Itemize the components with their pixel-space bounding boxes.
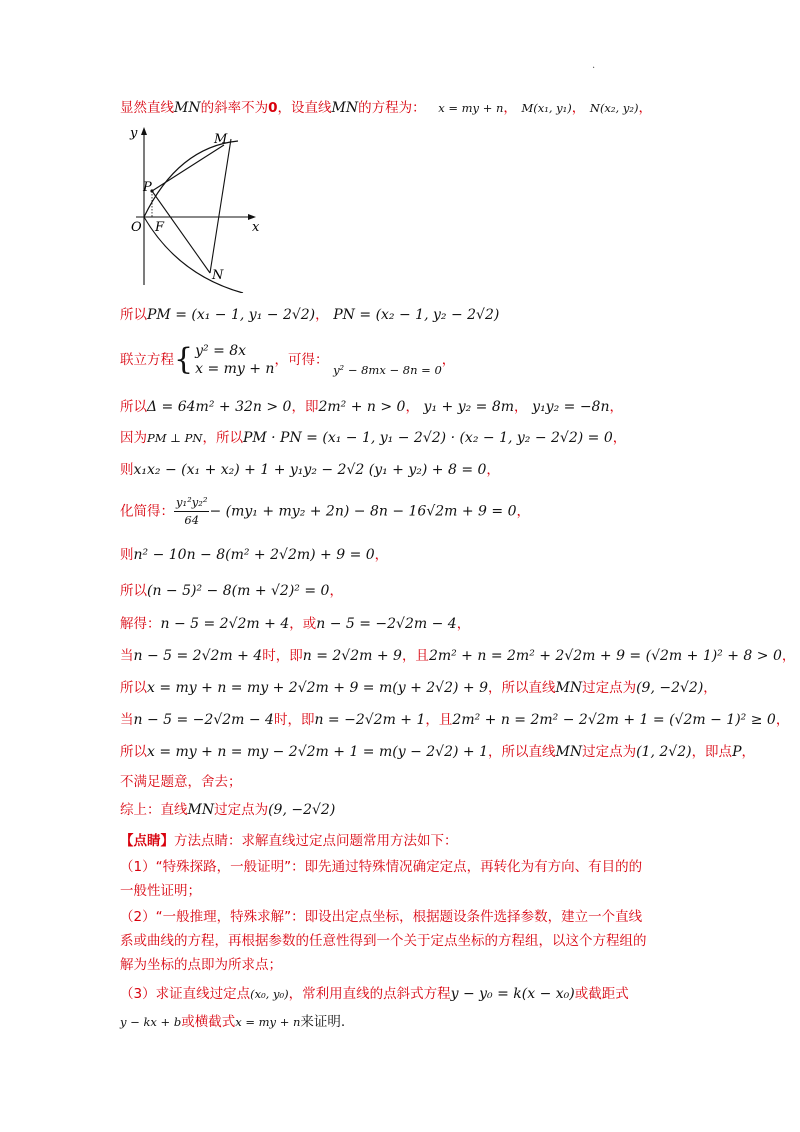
text: ， xyxy=(516,503,531,520)
line-then xyxy=(120,545,388,565)
math: n = −2√2m + 1 xyxy=(314,712,426,728)
point-m: M(x₁, y₁) xyxy=(521,101,572,115)
text: （1）“特殊探路，一般证明”：即先通过特殊情况确定定点，再转化为有方向、有目的的 xyxy=(120,859,643,875)
text: 解为坐标的点即为所求点； xyxy=(120,957,282,973)
math: PM ⊥ PN xyxy=(147,431,203,445)
text: 的方程为： xyxy=(358,100,426,116)
parabola-figure xyxy=(118,125,268,293)
point-n: N(x₂, y₂) xyxy=(589,101,639,115)
text: 来证明. xyxy=(300,1014,346,1030)
math: 2m² + n = 2m² + 2√2m + 9 = (√2m + 1)² + 8 > 0 xyxy=(428,648,782,664)
math: P xyxy=(732,744,742,760)
line-factor xyxy=(120,581,343,601)
math: (9, −2√2) xyxy=(636,680,704,696)
line-perpendicular xyxy=(120,428,626,448)
line-method-1-cont xyxy=(120,881,201,901)
line-expand xyxy=(120,460,500,480)
math: y₁ + y₂ = 8m xyxy=(423,399,515,415)
text: ，常利用直线的点斜式方程 xyxy=(288,986,451,1002)
line-discriminant xyxy=(120,397,623,417)
text: ，即 xyxy=(291,399,319,415)
line-case-2 xyxy=(120,710,789,730)
text: 系或曲线的方程，再根据参数的任意性得到一个关于定点坐标的方程组，以这个方程组的 xyxy=(120,933,647,949)
line-equation: x = my + n xyxy=(438,101,504,115)
text: 过定点为 xyxy=(582,744,637,760)
text: 所以 xyxy=(120,744,147,760)
math: x = my + n = my − 2√2m + 1 = m(y − 2√2) + 1 xyxy=(147,744,488,760)
text: 所以 xyxy=(120,583,147,599)
text: 或横截式 xyxy=(181,1014,236,1030)
tip-tag: 【点睛】 xyxy=(120,833,174,849)
math: MN xyxy=(555,680,583,696)
text: 或截距式 xyxy=(574,986,629,1002)
math: (1, 2√2) xyxy=(636,744,692,760)
text: 所以 xyxy=(120,399,147,415)
text: ，且 xyxy=(425,712,453,728)
math: MN xyxy=(555,744,583,760)
text: ， xyxy=(781,648,796,664)
line-method-2-cont xyxy=(120,931,647,951)
text: 化简得： xyxy=(120,503,174,520)
text: 时，即 xyxy=(262,648,303,664)
math: Δ = 64m² + 32n > 0 xyxy=(147,399,292,415)
label-n: N xyxy=(212,268,224,283)
math: 2m² + n = 2m² − 2√2m + 1 = (√2m − 1)² ≥ 0 xyxy=(452,712,776,728)
text: ，所以直线 xyxy=(488,680,556,696)
text: ，且 xyxy=(401,648,429,664)
text: ， xyxy=(456,616,471,632)
text: 则 xyxy=(120,462,134,478)
text: 的斜率不为 xyxy=(200,100,269,116)
math: MN xyxy=(187,802,215,818)
line-tip-heading xyxy=(120,831,458,851)
math: y − y₀ = k(x − x₀) xyxy=(450,986,575,1002)
numerator: y₁²y₂² xyxy=(174,494,209,512)
text: ， xyxy=(703,680,717,696)
line-method-2-end xyxy=(120,955,282,975)
text: 0 xyxy=(268,100,278,116)
math: PM = (x₁ − 1, y₁ − 2√2) xyxy=(147,307,316,323)
math: n − 5 = −2√2m − 4 xyxy=(133,712,274,728)
line-setup xyxy=(120,98,652,118)
label-m: M xyxy=(214,132,228,147)
text: （2）“一般推理，特殊求解”：即设出定点坐标，根据题设条件选择参数，建立一个直线 xyxy=(120,909,643,925)
segment-pm xyxy=(152,145,224,191)
math: (9, −2√2) xyxy=(268,802,336,818)
text: ， xyxy=(612,430,627,446)
text: ， xyxy=(329,583,343,599)
text: ，或 xyxy=(289,616,317,632)
text: ，设直线 xyxy=(277,100,332,116)
text: 方法点睛：求解直线过定点问题常用方法如下： xyxy=(174,833,458,849)
label-o: O xyxy=(131,220,142,235)
y-label: y xyxy=(130,126,138,141)
label-f: F xyxy=(155,220,165,235)
text: 综上：直线 xyxy=(120,802,188,818)
math: x₁x₂ − (x₁ + x₂) + 1 + y₁y₂ − 2√2 (y₁ + y₂) + 8 = 0 xyxy=(133,462,487,478)
text: ， xyxy=(775,712,790,728)
eq-1: y² = 8x xyxy=(195,343,247,359)
line-vectors xyxy=(120,305,499,325)
line-reject xyxy=(120,772,242,792)
text: 解得： xyxy=(120,616,161,632)
math: PN = (x₂ − 1, y₂ − 2√2) xyxy=(333,307,500,323)
x-label: x xyxy=(252,220,260,235)
y-axis-arrow xyxy=(141,127,147,135)
text: ，所以 xyxy=(202,430,243,446)
text: 时，即 xyxy=(273,712,315,728)
fraction xyxy=(174,494,209,529)
math: n − 5 = 2√2m + 4 xyxy=(133,648,263,664)
line-method-2 xyxy=(120,907,642,927)
math: n = 2√2m + 9 xyxy=(302,648,402,664)
text: ， xyxy=(503,100,517,116)
text: ， xyxy=(374,547,389,563)
text: 所以 xyxy=(120,680,147,696)
math: n − 5 = 2√2m + 4 xyxy=(160,616,290,632)
math: PM · PN = (x₁ − 1, y₁ − 2√2) · (x₂ − 1, y₂ − 2√2) = 0 xyxy=(242,430,613,446)
text: 所以 xyxy=(120,307,147,323)
text: 当 xyxy=(120,712,134,728)
text: ， xyxy=(514,399,528,415)
line-method-3 xyxy=(120,984,629,1004)
line-simplify xyxy=(120,494,530,529)
header-dot: . xyxy=(592,60,596,71)
text: ， xyxy=(315,307,329,323)
text: （3）求证直线过定点 xyxy=(120,986,251,1002)
text: ， xyxy=(571,100,586,116)
text: 过定点为 xyxy=(582,680,637,696)
label-p: P xyxy=(143,180,152,195)
brace: { xyxy=(174,342,194,377)
line-case-1 xyxy=(120,646,795,666)
text: 联立方程 xyxy=(120,352,174,368)
line-mn xyxy=(210,139,231,273)
math: n² − 10n − 8(m² + 2√2m) + 9 = 0 xyxy=(133,547,375,563)
text: 过定点为 xyxy=(214,802,269,818)
equation-system xyxy=(195,342,274,378)
math: (x₀, y₀) xyxy=(250,987,289,1001)
text: ，可得： xyxy=(274,352,329,368)
text: 一般性证明； xyxy=(120,883,201,899)
math: n − 5 = −2√2m − 4 xyxy=(316,616,457,632)
math: MN xyxy=(331,100,359,116)
eq-2: x = my + n xyxy=(195,361,275,377)
line-method-3-end xyxy=(120,1012,345,1032)
math: MN xyxy=(174,100,201,116)
line-fixed-point-2 xyxy=(120,742,755,762)
text: 不满足题意，舍去； xyxy=(120,774,242,790)
text: 则 xyxy=(120,547,134,563)
text: ，即点 xyxy=(691,744,733,760)
math: y₁y₂ = −8n xyxy=(532,399,610,415)
text: ， xyxy=(638,100,652,116)
text: ， xyxy=(486,462,500,478)
line-conclusion xyxy=(120,800,335,820)
text: ，所以直线 xyxy=(488,744,556,760)
math: (n − 5)² − 8(m + √2)² = 0 xyxy=(147,583,330,599)
math: − (my₁ + my₂ + 2n) − 8n − 16√2m + 9 = 0 xyxy=(209,503,517,520)
math: y − kx + b xyxy=(120,1015,182,1029)
text: ， xyxy=(741,744,755,760)
denominator: 64 xyxy=(184,513,200,527)
line-fixed-point-1 xyxy=(120,678,717,698)
math: x = my + n = my + 2√2m + 9 = m(y + 2√2) + 9 xyxy=(147,680,488,696)
line-method-1 xyxy=(120,857,642,877)
line-system xyxy=(120,342,455,380)
math: x = my + n xyxy=(235,1015,301,1029)
text: ， xyxy=(441,352,456,368)
math: y² − 8mx − 8n = 0 xyxy=(333,363,442,377)
text: 显然直线 xyxy=(120,100,174,116)
text: ， xyxy=(609,399,623,415)
text: 因为 xyxy=(120,430,147,446)
line-solve xyxy=(120,614,470,634)
text: ， xyxy=(405,399,419,415)
text: 当 xyxy=(120,648,134,664)
math: 2m² + n > 0 xyxy=(318,399,406,415)
